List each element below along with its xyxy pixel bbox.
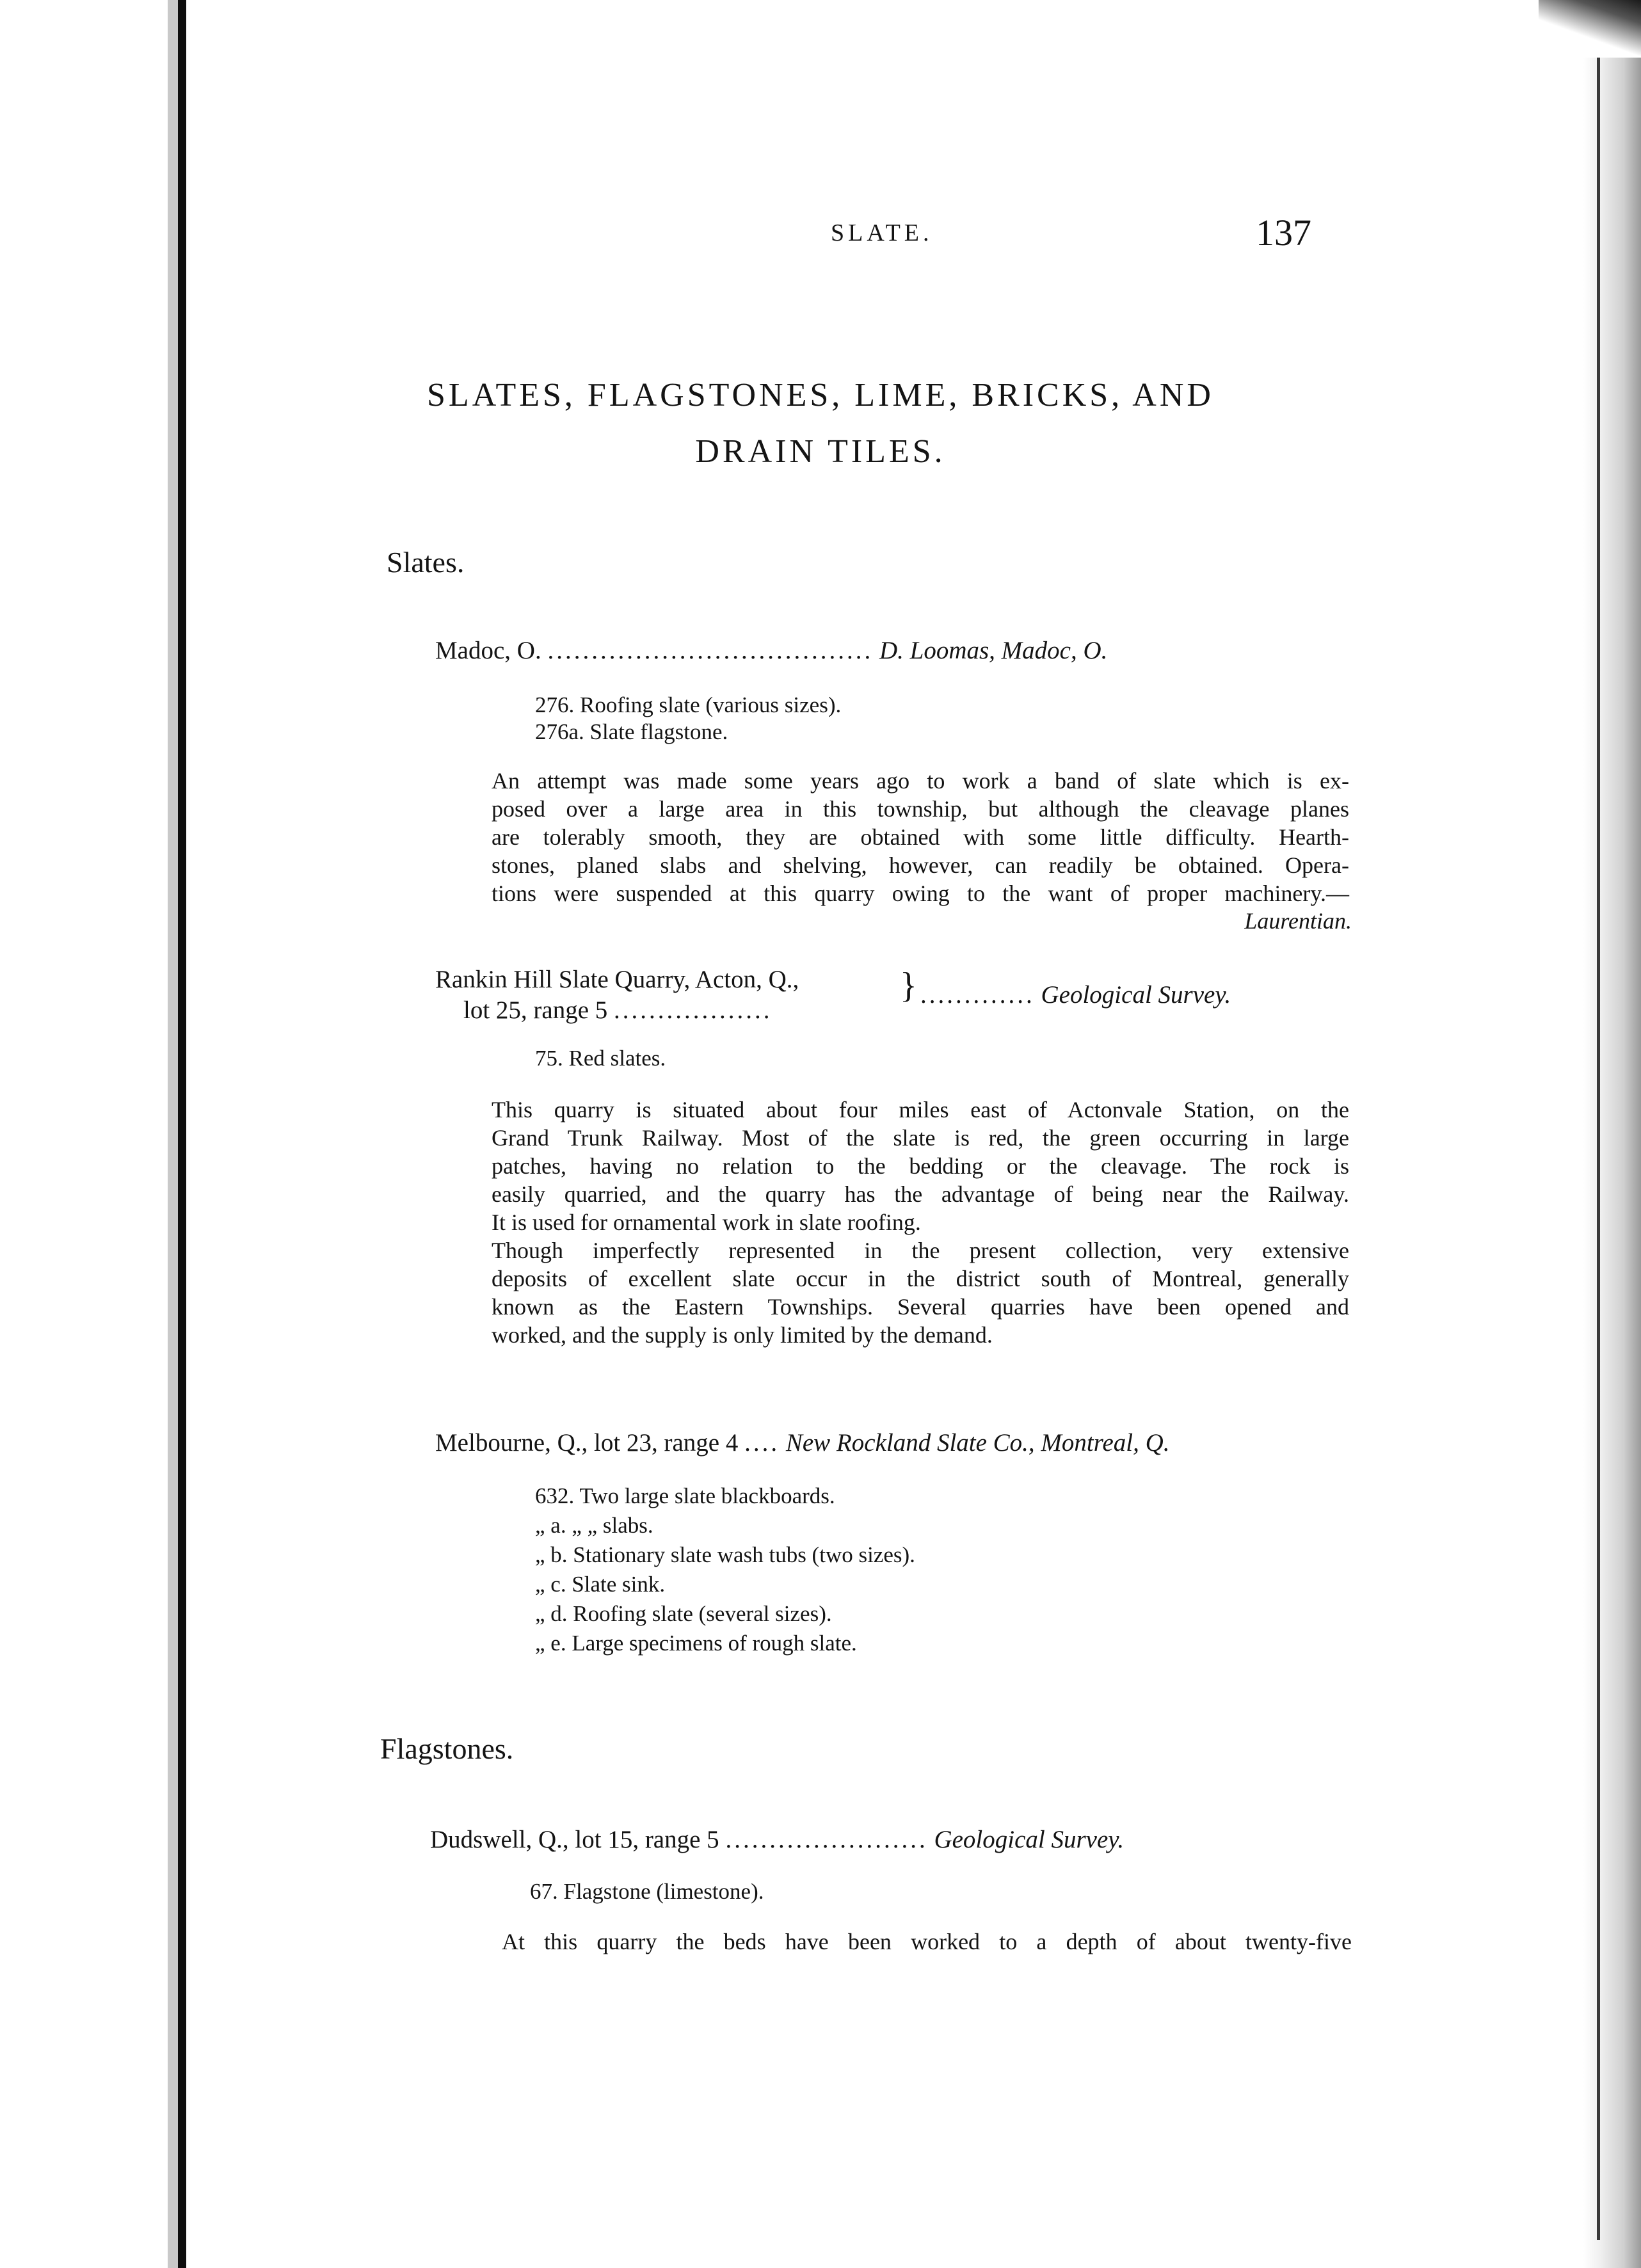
leader-dots: .... [744, 1429, 780, 1457]
paragraph-line: deposits of excellent slate occur in the district south of Montreal, generally [492, 1266, 1349, 1291]
paragraph-line: easily quarried, and the quarry has the advantage of being near the Railway. [492, 1181, 1349, 1207]
list-item: „ d. Roofing slate (several sizes). [535, 1601, 832, 1626]
paragraph-line: are tolerably smooth, they are obtained with some little difficulty. Hearth- [492, 824, 1349, 850]
paragraph-line: known as the Eastern Townships. Several quarries have been opened and [492, 1294, 1349, 1320]
formation-label: Laurentian. [1244, 908, 1352, 934]
gutter-shadow [168, 0, 178, 2268]
paragraph-line: patches, having no relation to the bedding or the cleavage. The rock is [492, 1153, 1349, 1179]
entry-dudswell [430, 1825, 1124, 1854]
list-item: 632. Two large slate blackboards. [535, 1483, 835, 1508]
section-heading-flagstones: Flagstones. [380, 1732, 514, 1765]
page-edge [1583, 0, 1641, 2268]
leader-dots: .................. [614, 996, 772, 1024]
chapter-title-line-1: SLATES, FLAGSTONES, LIME, BRICKS, AND [427, 377, 1214, 413]
list-item: „ a. „ „ slabs. [535, 1513, 653, 1538]
paragraph-dudswell [502, 1928, 1352, 1956]
list-item: 75. Red slates. [535, 1046, 666, 1071]
paragraph-line: Though imperfectly represented in the present collection, very extensive [492, 1238, 1349, 1263]
list-item: 276. Roofing slate (various sizes). [535, 692, 842, 717]
book-gutter [178, 0, 186, 2268]
entry-source: Geological Survey. [1041, 981, 1231, 1009]
paragraph-madoc [492, 767, 1349, 907]
list-item: 67. Flagstone (limestone). [530, 1879, 764, 1904]
entry-rankin-line-1: Rankin Hill Slate Quarry, Acton, Q., [435, 966, 799, 993]
list-item: „ c. Slate sink. [535, 1572, 666, 1597]
paragraph-line: At this quarry the beds have been worked to a depth of about twenty-five [502, 1929, 1352, 1954]
entry-source: New Rockland Slate Co., Montreal, Q. [785, 1429, 1170, 1457]
entry-place: lot 25, range 5 [463, 996, 608, 1024]
page-number: 137 [1256, 212, 1311, 253]
entry-madoc [435, 636, 1107, 665]
paragraph-line: worked, and the supply is only limited by the demand. [492, 1322, 993, 1348]
list-item: „ b. Stationary slate wash tubs (two sizes). [535, 1542, 915, 1567]
paragraph-rankin-1 [492, 1096, 1349, 1236]
entry-source: Geological Survey. [934, 1826, 1125, 1853]
paragraph-line: posed over a large area in this township, but although the cleavage planes [492, 796, 1349, 822]
list-item: 276a. Slate flagstone. [535, 719, 728, 744]
brace-icon: } [900, 966, 917, 1005]
paragraph-line: tions were suspended at this quarry owing to the want of proper machinery.— [492, 881, 1349, 906]
leader-dots: ............. [920, 981, 1035, 1009]
entry-place: Madoc, O. [435, 637, 541, 664]
paragraph-line: It is used for ornamental work in slate roofing. [492, 1210, 921, 1235]
paragraph-line: stones, planed slabs and shelving, however, can readily be obtained. Opera- [492, 852, 1349, 878]
entry-rankin-source [920, 980, 1231, 1009]
page-corner [1539, 0, 1641, 58]
entry-place: Dudswell, Q., lot 15, range 5 [430, 1826, 719, 1853]
entry-melbourne [435, 1428, 1170, 1457]
paragraph-line: Grand Trunk Railway. Most of the slate is red, the green occurring in large [492, 1125, 1349, 1151]
chapter-title-line-2: DRAIN TILES. [695, 433, 946, 470]
entry-rankin-line-2 [463, 996, 772, 1025]
entry-source: D. Loomas, Madoc, O. [879, 637, 1108, 664]
page-edge-line [1597, 26, 1600, 2240]
paragraph-line: This quarry is situated about four miles east of Actonvale Station, on the [492, 1097, 1349, 1122]
section-heading-slates: Slates. [387, 546, 465, 579]
running-head: SLATE. [831, 220, 933, 246]
leader-dots: ..................................... [547, 637, 874, 664]
paragraph-rankin-2 [492, 1236, 1349, 1349]
leader-dots: ....................... [725, 1826, 928, 1853]
entry-place: Melbourne, Q., lot 23, range 4 [435, 1429, 739, 1457]
paragraph-line: An attempt was made some years ago to work a band of slate which is ex- [492, 768, 1349, 794]
list-item: „ e. Large specimens of rough slate. [535, 1631, 857, 1656]
